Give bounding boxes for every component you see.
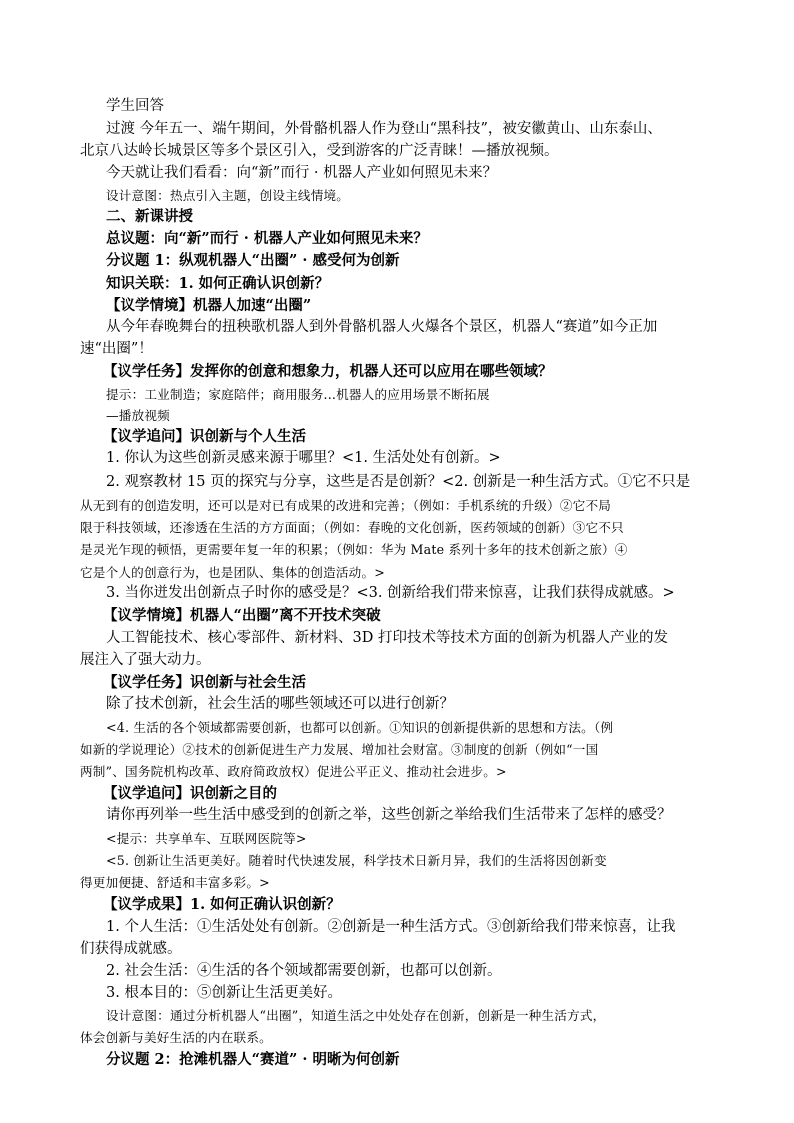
design-intent: 设计意图：通过分析机器人“出圈”，知道生活之中处处存在创新，创新是一种生活方式，: [106, 1008, 606, 1023]
text-line: 学生回答: [106, 98, 164, 114]
section-label: 【议学情境】机器人“出圈”离不开技术突破: [103, 607, 381, 624]
sub-topic-2: 分议题 2：抢滩机器人“赛道” · 明晰为何创新: [106, 1051, 400, 1068]
section-label: 【议学情境】机器人加速“出圈”: [106, 297, 312, 314]
section-label: 【议学任务】识创新与社会生活: [103, 674, 306, 691]
section-label: 【议学成果】1. 如何正确认识创新？: [103, 896, 341, 913]
hint-line: <提示：共享单车、互联网医院等>: [106, 831, 307, 846]
text-line: 两制”、国务院机构改革、政府简政放权）促进公平正义、推动社会进步。>: [80, 764, 507, 779]
text-line: 1. 你认为这些创新灵感来源于哪里？<1. 生活处处有创新。>: [106, 450, 501, 466]
text-line: 3. 根本目的：⑤创新让生活更美好。: [106, 985, 342, 1001]
text-line: 请你再列举一些生活中感受到的创新之举，这些创新之举给我们生活带来了怎样的感受？: [106, 807, 672, 823]
hint-line: 提示：工业制造；家庭陪伴；商用服务...机器人的应用场景不断拓展: [106, 387, 490, 402]
text-line: <4. 生活的各个领域都需要创新，也都可以创新。①知识的创新提供新的思想和方法。（例: [106, 720, 614, 735]
text-line: 如新的学说理论）②技术的创新促进生产力发展、增加社会财富。③制度的创新（例如“一国: [80, 742, 599, 757]
section-label: 【议学追问】识创新之目的: [103, 785, 277, 802]
text-line: 2. 观察教材 15 页的探究与分享，这些是否是创新？<2. 创新是一种生活方式。①它不只是: [106, 474, 691, 490]
text-line: 1. 个人生活：①生活处处有创新。②创新是一种生活方式。③创新给我们带来惊喜，让我: [106, 919, 676, 935]
text-line: 北京八达岭长城景区等多个景区引入，受到游客的广泛青睐！—播放视频。: [80, 143, 559, 159]
text-line: 得更加便捷、舒适和丰富多彩。>: [80, 875, 270, 890]
section-heading: 二、新课讲授: [106, 208, 193, 225]
text-line: 今天就让我们看看：向“新”而行 · 机器人产业如何照见未来？: [106, 165, 498, 181]
main-topic: 总议题：向“新”而行 · 机器人产业如何照见未来？: [106, 230, 428, 247]
text-line: 2. 社会生活：④生活的各个领域都需要创新，也都可以创新。: [106, 963, 502, 979]
text-line: 除了技术创新，社会生活的哪些领域还可以进行创新？: [106, 696, 454, 712]
section-label: 【议学追问】识创新与个人生活: [103, 428, 306, 445]
text-line: 是灵光乍现的顿悟，更需要年复一年的积累；（例如：华为 Mate 系列十多年的技术创新之旅）④: [80, 542, 628, 557]
text-line: 展注入了强大动力。: [80, 652, 211, 668]
text-line: 过渡 今年五一、端午期间，外骨骼机器人作为登山“黑科技”，被安徽黄山、山东泰山、: [106, 121, 662, 137]
sub-topic-1: 分议题 1：纵观机器人“出圈” · 感受何为创新: [106, 252, 400, 269]
text-line: —播放视频: [106, 408, 170, 423]
design-intent: 体会创新与美好生活的内在联系。: [80, 1030, 272, 1045]
text-line: 人工智能技术、核心零部件、新材料、3D 打印技术等技术方面的创新为机器人产业的发: [106, 630, 668, 646]
text-line: 速“出圈”！: [80, 341, 153, 357]
text-line: 从无到有的创造发明，还可以是对已有成果的改进和完善；（例如：手机系统的升级）②它不局: [80, 498, 612, 513]
knowledge-link: 知识关联：1. 如何正确认识创新？: [106, 275, 330, 292]
text-line: 们获得成就感。: [80, 941, 182, 957]
text-line: <5. 创新让生活更美好。随着时代快速发展，科学技术日新月异，我们的生活将因创新变: [106, 853, 607, 868]
section-label: 【议学任务】发挥你的创意和想象力，机器人还可以应用在哪些领域？: [103, 363, 553, 380]
text-line: 3. 当你迸发出创新点子时你的感受是？<3. 创新给我们带来惊喜，让我们获得成就感。>: [106, 585, 675, 601]
text-line: 从今年春晚舞台的扭秧歌机器人到外骨骼机器人火爆各个景区，机器人“赛道”如今正加: [106, 319, 658, 335]
design-intent: 设计意图：热点引入主题，创设主线情境。: [106, 188, 350, 203]
text-line: 它是个人的创意行为，也是团队、集体的创造活动。>: [80, 565, 386, 580]
text-line: 限于科技领域，还渗透在生活的方方面面；（例如：春晚的文化创新，医药领域的创新）③它不只: [80, 520, 624, 535]
